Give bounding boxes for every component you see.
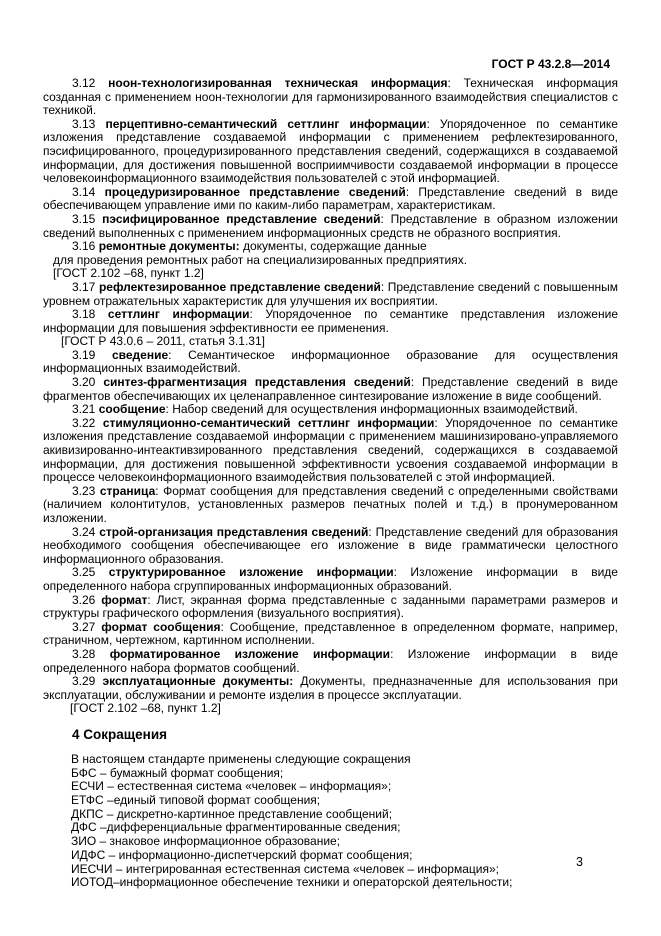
term-definition: : Изложение информации в виде определенного набора сгруппированных информационных образований. — [43, 565, 618, 593]
term-name: процедуризированное представление сведений — [104, 184, 406, 199]
term-number: 3.20 — [72, 375, 104, 390]
term-paragraph — [43, 349, 618, 376]
term-number: 3.19 — [72, 347, 112, 362]
term-paragraph — [43, 648, 618, 675]
abbreviation-item: ИДФС – информационно-диспетчерский формат сообщения; — [71, 847, 413, 862]
term-number: 3.12 — [72, 76, 109, 90]
term-definition: : Представление сведений в виде обеспечивающем управление ими по каким-либо параметрам, характеристикам. — [43, 184, 618, 213]
abbreviation-item: ЕТФС –единый типовой формат сообщения; — [71, 793, 321, 808]
term-name: строй-организация представления сведений — [99, 524, 369, 539]
term-definition: : Сообщение, представленное в определенном формате, например, страничном, чертежном, картинном исполнении. — [43, 619, 618, 648]
term-name: страница — [99, 483, 156, 498]
doc-code-header: ГОСТ Р 43.2.8—2014 — [491, 57, 610, 71]
term-paragraph — [43, 675, 618, 702]
term-definition: : Формат сообщения для представления сведений с определенными свойствами (наличием колонтитулов, установленных размеров печатных полей и т.д.) в пронумерованном изложении. — [43, 483, 618, 525]
term-number: 3.27 — [72, 619, 102, 634]
term-number: 3.16 — [72, 239, 99, 254]
term-definition: : Упорядоченное по семантике изложения представление создаваемой информации с применением машинизировано-управляемого акивизированно-интеактивзированного представления сведений, содержащихся в создаваемой информации, для достижения повышенной эффективности усвоения создаваемой информации в процессе человекоинформационного взаимодействия пользователей с этой информацией. — [43, 415, 618, 485]
term-number: 3.17 — [72, 279, 99, 294]
term-paragraph — [43, 186, 618, 213]
term-name: формат сообщения — [101, 619, 221, 634]
abbreviation-list — [43, 767, 618, 890]
term-name: эксплуатационные документы: — [102, 674, 294, 689]
term-number: 3.22 — [72, 415, 103, 430]
term-definition: : Представление в образном изложении сведений выполненных с применением информационных средств не образного восприятия. — [43, 211, 618, 240]
term-definition: : Техническая информация созданная с применением ноон-технологии для гармонизированного взаимодействия специалистов с техникой. — [43, 76, 618, 118]
abbreviation-item: ЗИО – знаковое информационное образование; — [71, 834, 341, 849]
term-number: 3.24 — [72, 524, 100, 539]
term-number: 3.21 — [72, 402, 99, 417]
term-name: пэсифицированное представление сведений — [102, 211, 381, 226]
term-paragraph — [43, 594, 618, 621]
term-name: структурированное изложение информации — [108, 565, 394, 580]
term-definition: : Представление сведений для образования необходимого сообщения обеспечивающее его изложение в виде грамматически целостного информационного образования. — [43, 524, 618, 566]
term-number: 3.25 — [72, 565, 109, 580]
page-number: 3 — [576, 855, 583, 869]
term-extra-line: [ГОСТ 2.102 –68, пункт 1.2] — [70, 701, 221, 716]
term-number: 3.15 — [72, 211, 103, 226]
term-paragraph — [43, 240, 618, 254]
term-number: 3.29 — [72, 674, 103, 689]
term-paragraph — [43, 308, 618, 335]
term-extra-line: [ГОСТ Р 43.0.6 – 2011, статья 3.1.31] — [61, 334, 265, 349]
term-name: сеттлинг информации — [107, 307, 250, 322]
term-definition: : Упорядоченное по семантике изложения представление создаваемой информации с применением рефлектезированного, пэсифицированного, процедуризированного представления сведений, содержащихся в создаваемой информации, для достижения повышенной восприимчивости создаваемой информации в процессе человекоинформационного взаимодействия пользователей с этой информацией. — [43, 116, 618, 186]
section-4-intro: В настоящем стандарте применены следующие сокращения — [71, 751, 411, 766]
term-definition: Документы, предназначенные для использования при эксплуатации, обслуживании и ремонте изделия в процессе эксплуатации. — [43, 674, 619, 702]
term-definition: : Представление сведений с повышенным уровнем отражательных характеристик для улучшения их восприятии. — [43, 279, 618, 308]
term-name: перцептивно-семантический сеттлинг информации — [105, 116, 427, 131]
abbreviation-item: ИЕСЧИ – интегрированная естественная система «человек – информация»; — [71, 861, 499, 876]
term-paragraph — [43, 118, 618, 186]
abbreviation-item: БФС – бумажный формат сообщения; — [71, 765, 284, 780]
abbreviation-item: ЕСЧИ – естественная система «человек – информация»; — [71, 779, 392, 794]
term-definition: документы, содержащие данные — [239, 239, 427, 254]
term-name: ноон-технологизированная техническая информация — [108, 76, 448, 90]
term-name: формат — [101, 592, 148, 607]
term-name: форматированное изложение информации — [109, 646, 391, 661]
term-name: сообщение — [98, 402, 166, 417]
term-paragraph — [43, 417, 618, 485]
term-paragraph — [43, 77, 618, 118]
term-paragraph — [43, 566, 618, 593]
term-number: 3.18 — [72, 307, 108, 322]
term-name: синтез-фрагментизация представления сведений — [103, 375, 411, 390]
term-name: рефлектезированное представление сведений — [98, 279, 381, 294]
term-paragraph — [43, 621, 618, 648]
section-4-heading: 4 Сокращения — [72, 726, 167, 742]
term-definition: : Представление сведений в виде фрагментов обеспечивающих их целенаправленное синтезирование изложение в виде сообщений. — [43, 375, 618, 403]
term-paragraph — [43, 213, 618, 240]
term-name: ремонтные документы: — [98, 239, 240, 254]
term-number: 3.26 — [72, 592, 102, 607]
term-definition: : Набор сведений для осуществления информационных взаимодействий. — [165, 402, 578, 417]
abbreviation-item: ДФС –дифференциальные фрагментированные сведения; — [71, 820, 401, 835]
term-extra-line: [ГОСТ 2.102 –68, пункт 1.2] — [53, 266, 204, 281]
term-paragraph — [43, 403, 618, 417]
terms-list — [43, 77, 618, 716]
term-paragraph — [43, 281, 618, 308]
term-paragraph — [43, 485, 618, 526]
term-paragraph — [43, 526, 618, 567]
term-number: 3.23 — [72, 483, 100, 498]
term-number: 3.28 — [72, 646, 110, 661]
term-extra-line: для проведения ремонтных работ на специализированных предприятиях. — [53, 252, 468, 267]
abbreviation-item: ИОТОД–информационное обеспечение техники и операторской деятельности; — [71, 875, 513, 890]
term-definition: : Лист, экранная форма представленные с заданными параметрами размеров и структуры графического оформления (визуального восприятия). — [43, 592, 618, 621]
term-definition: : Семантическое информационное образование для осуществления информационных взаимодействий. — [43, 347, 618, 376]
term-paragraph — [43, 376, 618, 403]
term-definition: : Изложение информации в виде определенного набора форматов сообщений. — [43, 646, 618, 675]
page-content — [43, 57, 618, 890]
term-number: 3.13 — [72, 116, 106, 131]
term-definition: : Упорядоченное по семантике представления изложение информации для повышения эффективности ее применения. — [43, 307, 618, 335]
term-name: сведение — [111, 347, 169, 362]
term-number: 3.14 — [72, 184, 105, 199]
term-name: стимуляционно-семантический сеттлинг информации — [102, 415, 435, 430]
abbreviation-item: ДКПС – дискретно-картинное представление сообщений; — [71, 806, 393, 821]
